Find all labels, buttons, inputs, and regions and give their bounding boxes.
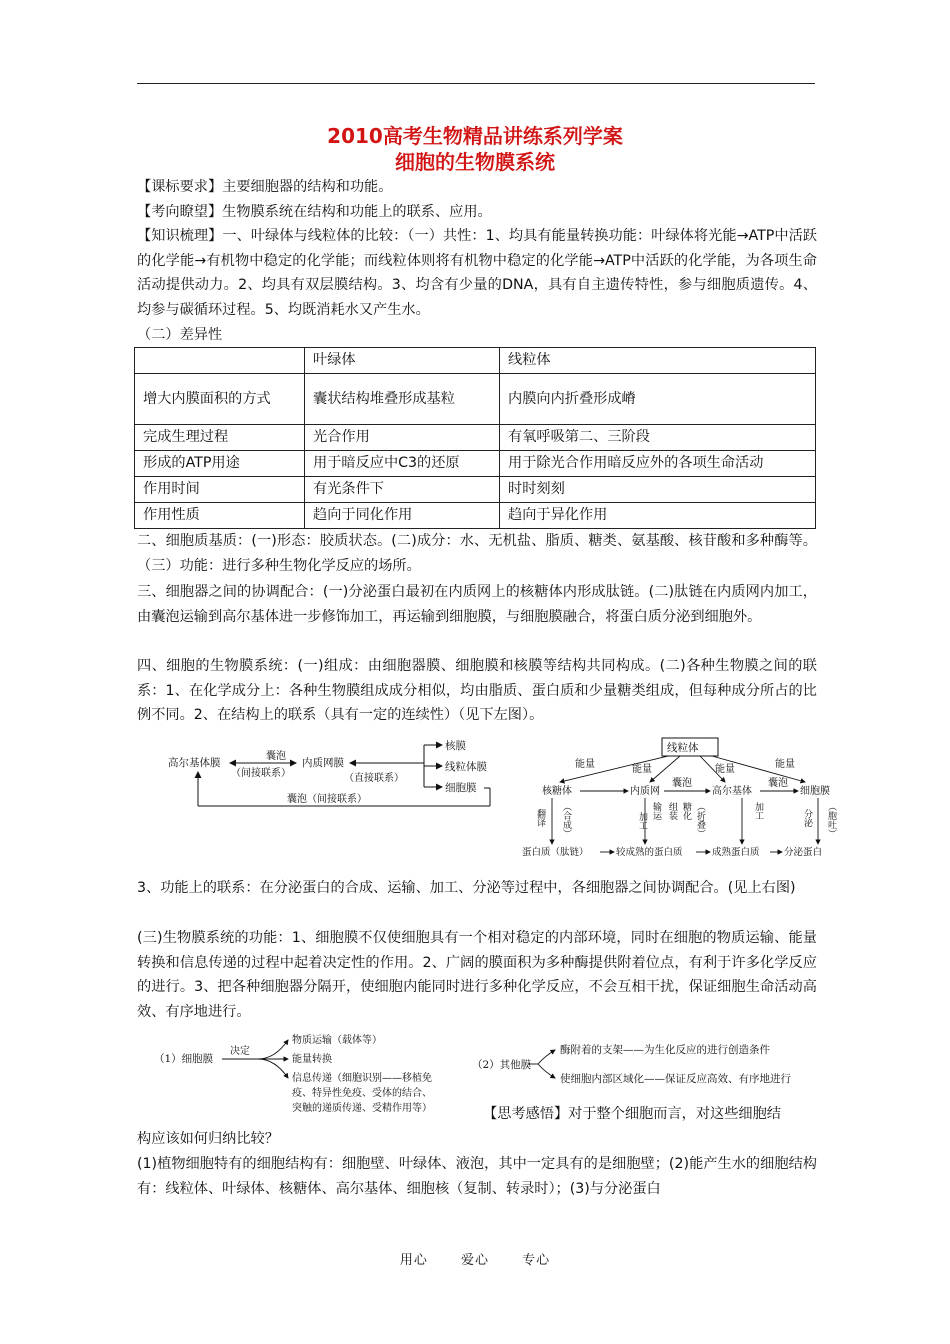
table-row <box>135 451 816 477</box>
glyco-label: 糖化 <box>681 802 691 820</box>
assemble-label: 组装 <box>667 802 677 820</box>
header-rule <box>137 83 815 84</box>
table-cell: 光合作用 <box>305 425 500 451</box>
synthesis-label: （合成） <box>561 802 571 838</box>
table-cell: 增大内膜面积的方式 <box>135 374 305 425</box>
table-cell: 作用时间 <box>135 477 305 503</box>
footer-word: 用心 <box>399 1253 428 1268</box>
para-zhishi: 【知识梳理】一、叶绿体与线粒体的比较：（一）共性：1、均具有能量转换功能：叶绿体将光能→ATP中活跃的化学能→有机物中稳定的化学能；而线粒体则将有机物中稳定的化学能→ATP中活跃的化学能，为各项生命活动提供动力。2、均具有双层膜结构。3、均含有少量的DNA，具有自主遗传特性，参与细胞质遗传。4、均参与碳循环过程。5、均既消耗水又产生水。 <box>137 228 817 318</box>
decide-label: 决定 <box>230 1046 250 1057</box>
diag-golgi-label: 高尔基体膜 <box>168 757 221 769</box>
table-cell: 有氧呼吸第二、三阶段 <box>500 425 816 451</box>
membrane-structure-diagram <box>162 734 502 814</box>
peptide-label: 蛋白质（肽链） <box>522 847 589 858</box>
energy-label: 能量 <box>632 764 652 775</box>
table-header-cell: 叶绿体 <box>305 348 500 374</box>
comparison-table <box>134 347 816 529</box>
table-header-row <box>135 348 816 374</box>
page-footer <box>0 1249 950 1268</box>
other-membrane-label: （2）其他膜 <box>472 1059 532 1071</box>
para-er: 二、细胞质基质：(一)形态：胶质状态。(二)成分：水、无机盐、脂质、糖类、氨基酸、核苷酸和多种酶等。（三）功能：进行多种生物化学反应的场所。 <box>137 533 817 574</box>
para-jielun: (1)植物细胞特有的细胞结构有：细胞壁、叶绿体、液泡，其中一定具有的是细胞壁；(2)能产生水的细胞结构有：线粒体、叶绿体、核糖体、高尔基体、细胞核（复制、转录时）；(3)与分泌蛋白 <box>137 1156 817 1197</box>
para-kaoxiang: 【考向瞭望】生物膜系统在结构和功能上的联系、应用。 <box>137 204 492 220</box>
diag-cell-membrane-label: 细胞膜 <box>445 782 477 794</box>
para-sikao-head: 【思考感悟】对于整个细胞而言，对这些细胞结 <box>483 1106 781 1122</box>
cell-membrane-func-label: （1）细胞膜 <box>154 1053 214 1065</box>
para-gongneng: 3、功能上的联系：在分泌蛋白的合成、运输、加工、分泌等过程中，各细胞器之间协调配合。(见上右图) <box>137 880 796 896</box>
info-transfer-line2: 疫、特异性免疫、受体的结合、 <box>292 1088 432 1099</box>
ribosome-label: 核糖体 <box>542 786 572 797</box>
table-cell: 趋向于异化作用 <box>500 503 816 529</box>
energy-label: 能量 <box>775 759 795 770</box>
vesicle-label: 囊泡 <box>672 778 692 789</box>
energy-label: 能量 <box>575 759 595 770</box>
cell-membrane-label: 细胞膜 <box>800 786 830 797</box>
table-cell: 用于暗反应中C3的还原 <box>305 451 500 477</box>
para-sikao: 构应该如何归纳比较？ <box>137 1131 279 1147</box>
diag-indirect-label: （间接联系） <box>231 768 291 779</box>
diag-mito-membrane-label: 线粒体膜 <box>445 761 487 773</box>
process2-label: 加工 <box>753 802 763 820</box>
table-cell: 趋向于同化作用 <box>305 503 500 529</box>
table-cell: 完成生理过程 <box>135 425 305 451</box>
diag-direct-label: （直接联系） <box>344 773 404 784</box>
material-transport-label: 物质运输（载体等） <box>292 1035 382 1046</box>
diag-nuclear-membrane-label: 核膜 <box>445 740 466 752</box>
diag-er-label: 内质网膜 <box>302 757 344 769</box>
er-label: 内质网 <box>630 786 660 797</box>
mature-protein-label: 成熟蛋白质 <box>712 847 760 858</box>
energy-conversion-label: 能量转换 <box>292 1054 332 1065</box>
table-cell: 有光条件下 <box>305 477 500 503</box>
process-label: 加工 <box>637 812 647 830</box>
table-cell: 作用性质 <box>135 503 305 529</box>
compartment-label: 使细胞内部区域化——保证反应高效、有序地进行 <box>560 1073 791 1085</box>
secrete-label: 分泌 <box>802 809 812 827</box>
transport-label: 输运 <box>651 802 661 820</box>
para-san-gongneng: (三)生物膜系统的功能：1、细胞膜不仅使细胞具有一个相对稳定的内部环境，同时在细胞的物质运输、能量转换和信息传递的过程中起着决定性的作用。2、广阔的膜面积为多种酶提供附着位点，有利于许多化学反应的进行。3、把各种细胞器分隔开，使细胞内能同时进行多种化学反应，不会互相干扰，保证细胞生命活动高效、有序地进行。 <box>137 930 817 1020</box>
exocytosis-label: （胞吐） <box>826 802 836 838</box>
para-kebiao: 【课标要求】主要细胞器的结构和功能。 <box>137 179 393 195</box>
energy-label: 能量 <box>715 764 735 775</box>
table-row <box>135 374 816 425</box>
table-cell: 内膜向内折叠形成嵴 <box>500 374 816 425</box>
immature-protein-label: 较成熟的蛋白质 <box>616 847 683 858</box>
table-row <box>135 503 816 529</box>
footer-word: 爱心 <box>460 1253 489 1268</box>
table-row <box>135 425 816 451</box>
golgi-label: 高尔基体 <box>712 786 752 797</box>
footer-word: 专心 <box>522 1253 551 1268</box>
para-san: 三、细胞器之间的协调配合：(一)分泌蛋白最初在内质网上的核糖体内形成肽链。(二)肽链在内质网内加工，由囊泡运输到高尔基体进一步修饰加工，再运输到细胞膜，与细胞膜融合，将蛋白质分泌到细胞外。 <box>137 584 817 625</box>
vesicle-label: 囊泡 <box>768 778 788 789</box>
info-transfer-line3: 突触的递质传递、受精作用等） <box>292 1103 432 1114</box>
table-cell: 时时刻刻 <box>500 477 816 503</box>
diag-bottom-label: 囊泡（间接联系） <box>287 794 367 805</box>
table-header-cell <box>135 348 305 374</box>
table-header-cell: 线粒体 <box>500 348 816 374</box>
diag-vesicle-label: 囊泡 <box>266 751 286 762</box>
para-si: 四、细胞的生物膜系统：(一)组成：由细胞器膜、细胞膜和核膜等结构共同构成。(二)各种生物膜之间的联系：1、在化学成分上：各种生物膜组成成分相似，均由脂质、蛋白质和少量糖类组成，但每种成分所占的比例不同。2、在结构上的联系（具有一定的连续性）（见下左图）。 <box>137 658 817 724</box>
translate-label: 翻译 <box>535 809 545 827</box>
page-subtitle: 细胞的生物膜系统 <box>395 150 555 174</box>
page-title: 2010高考生物精品讲练系列学案 <box>327 124 623 148</box>
enzyme-support-label: 酶附着的支架——为生化反应的进行创造条件 <box>560 1044 770 1056</box>
fold-label: （折叠） <box>695 802 705 838</box>
info-transfer-line1: 信息传递（细胞识别——移植免 <box>292 1073 432 1084</box>
diag-mito-box: 线粒体 <box>667 742 699 754</box>
para-chayi: （二）差异性 <box>137 327 223 343</box>
table-cell: 囊状结构堆叠形成基粒 <box>305 374 500 425</box>
table-cell: 用于除光合作用暗反应外的各项生命活动 <box>500 451 816 477</box>
table-cell: 形成的ATP用途 <box>135 451 305 477</box>
secretion-flow-diagram <box>520 734 840 862</box>
table-row <box>135 477 816 503</box>
secretory-protein-label: 分泌蛋白 <box>784 847 823 858</box>
